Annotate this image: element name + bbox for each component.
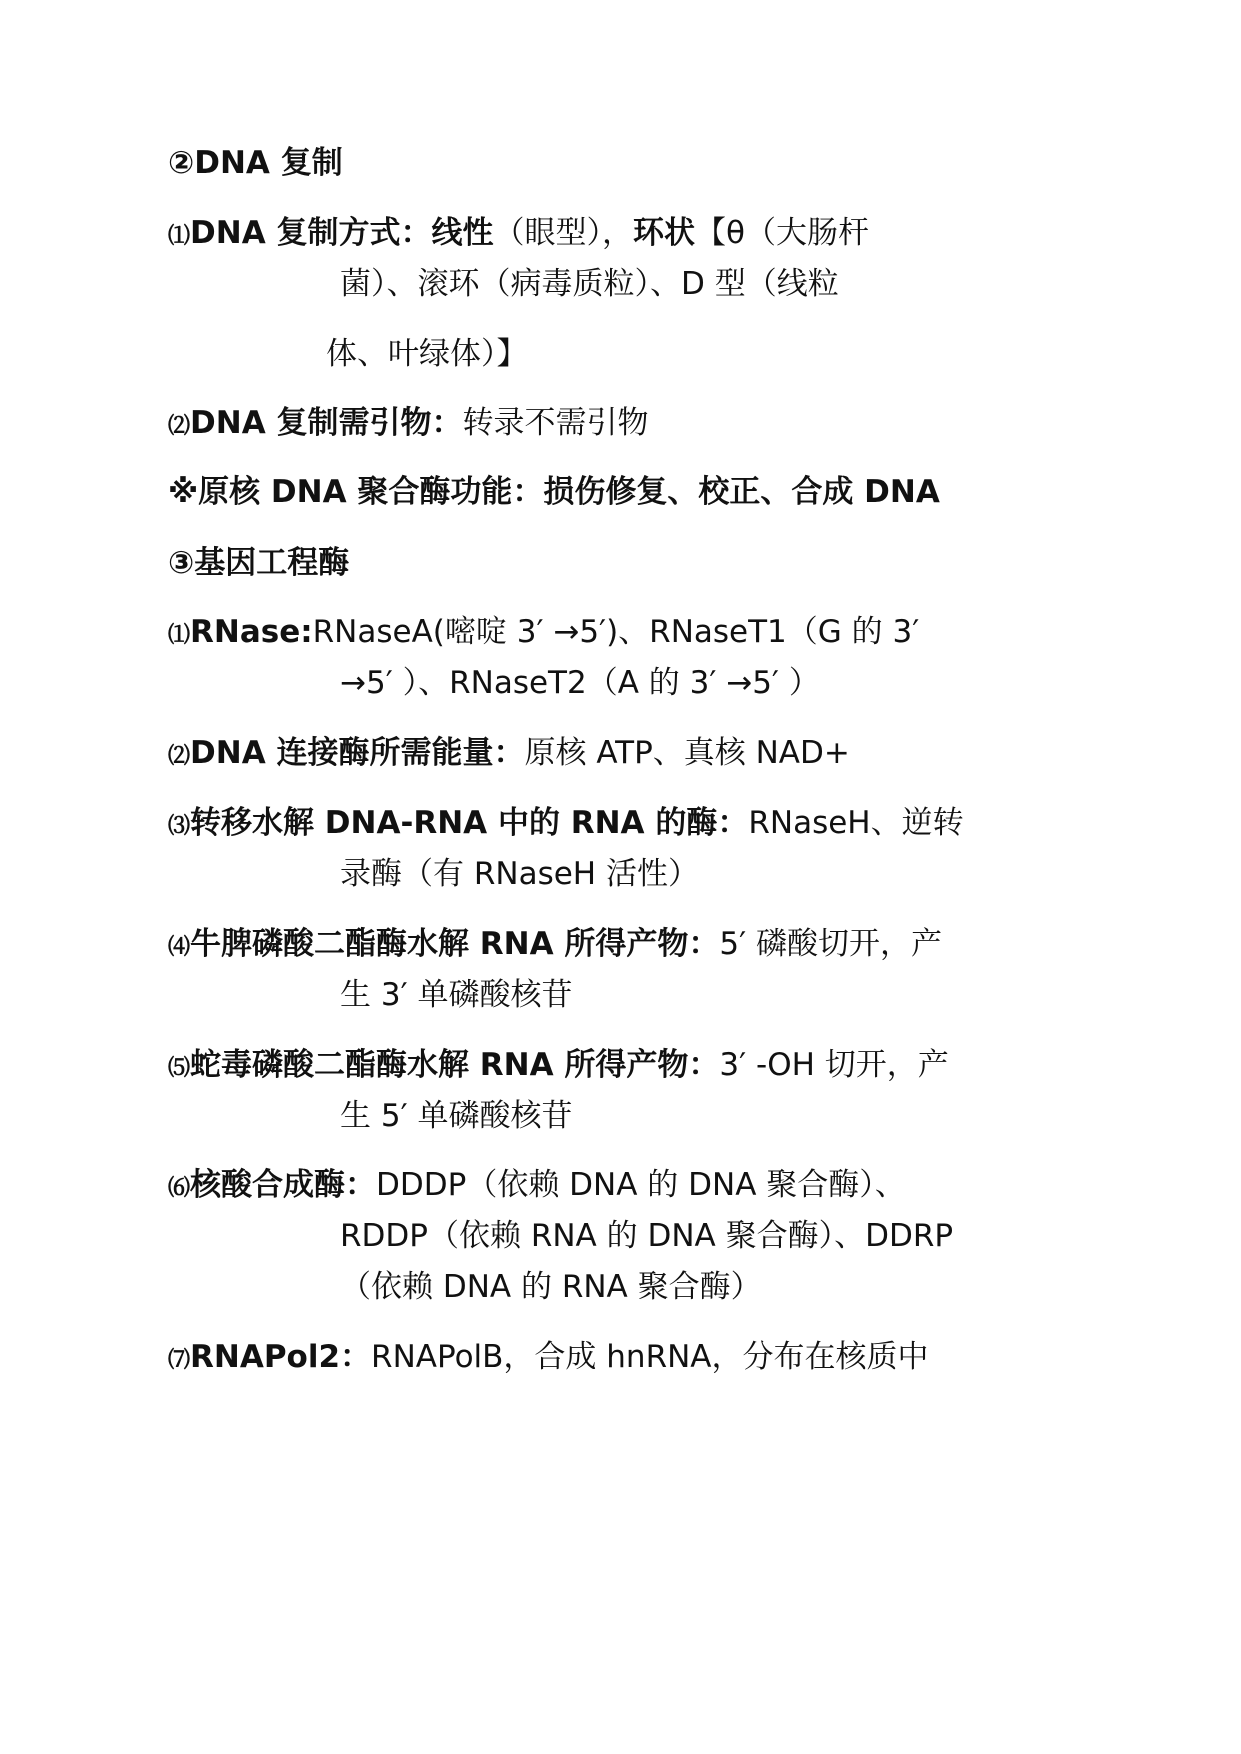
- item-text: DDDP（依赖 DNA 的 DNA 聚合酶）、: [376, 1167, 906, 1203]
- item-continuation: 体、叶绿体）】: [326, 336, 528, 372]
- item-continuation: （依赖 DNA 的 RNA 聚合酶）: [340, 1269, 762, 1305]
- item-label: 转移水解 DNA-RNA 中的 RNA 的酶：: [190, 805, 749, 841]
- linear-term: 线性: [431, 215, 494, 251]
- list-item: [168, 1337, 929, 1381]
- item-label: DNA 复制方式：: [190, 215, 432, 251]
- item-text: 原核 ATP、真核 NAD+: [524, 735, 850, 771]
- section-heading-genetic-engineering-enzymes: ③基因工程酶: [168, 545, 350, 581]
- item-continuation: RDDP（依赖 RNA 的 DNA 聚合酶）、DDRP: [340, 1218, 954, 1254]
- list-item: [168, 924, 942, 968]
- note-prokaryote-dna-polymerase: ※原核 DNA 聚合酶功能：损伤修复、校正、合成 DNA: [168, 474, 940, 510]
- item-label: DNA 连接酶所需能量：: [190, 735, 525, 771]
- item-label: DNA 复制需引物：: [190, 405, 463, 441]
- item-label: 蛇毒磷酸二酯酶水解 RNA 所得产物：: [190, 1047, 720, 1083]
- item-number: ⑴: [168, 623, 191, 648]
- item-text: 3′ -OH 切开，产: [719, 1047, 949, 1083]
- item-number: ⑵: [168, 744, 191, 769]
- item-label: RNAPol2：: [190, 1339, 372, 1375]
- list-item: [168, 733, 850, 777]
- item-text: RNaseA(嘧啶 3′ →5′)、RNaseT1（G 的 3′: [312, 614, 920, 650]
- item-text: RNAPolB，合成 hnRNA，分布在核质中: [371, 1339, 929, 1375]
- item-number: ⑵: [168, 414, 191, 439]
- item-continuation: 生 5′ 单磷酸核苷: [340, 1098, 573, 1134]
- item-continuation: 生 3′ 单磷酸核苷: [340, 977, 573, 1013]
- item-number: ⑴: [168, 224, 191, 249]
- section-heading-dna-replication: ②DNA 复制: [168, 145, 343, 181]
- item-continuation: 菌）、滚环（病毒质粒）、D 型（线粒: [340, 266, 839, 302]
- item-replication-mode: [168, 213, 869, 257]
- list-item: [168, 1165, 906, 1209]
- item-label: 核酸合成酶：: [190, 1167, 377, 1203]
- item-text: 5′ 磷酸切开，产: [719, 926, 943, 962]
- item-continuation: →5′ ）、RNaseT2（A 的 3′ →5′ ）: [340, 665, 820, 701]
- item-number: ⑶: [168, 814, 191, 839]
- item-continuation: 录酶（有 RNaseH 活性）: [340, 856, 699, 892]
- item-number: ⑸: [168, 1056, 191, 1081]
- list-item: [168, 1045, 949, 1089]
- item-number: ⑷: [168, 935, 191, 960]
- item-number: ⑹: [168, 1176, 191, 1201]
- item-primer-requirement: [168, 403, 648, 447]
- item-text: RNaseH、逆转: [748, 805, 964, 841]
- circular-term: 环状: [632, 215, 695, 251]
- list-item: [168, 803, 964, 847]
- item-label: 牛脾磷酸二酯酶水解 RNA 所得产物：: [190, 926, 720, 962]
- item-label: RNase:: [190, 614, 313, 650]
- item-text: 转录不需引物: [462, 405, 649, 441]
- list-item: [168, 612, 919, 656]
- linear-note: （眼型），: [493, 215, 633, 251]
- line-rest: 【θ（大肠杆: [694, 215, 869, 251]
- item-number: ⑺: [168, 1348, 191, 1373]
